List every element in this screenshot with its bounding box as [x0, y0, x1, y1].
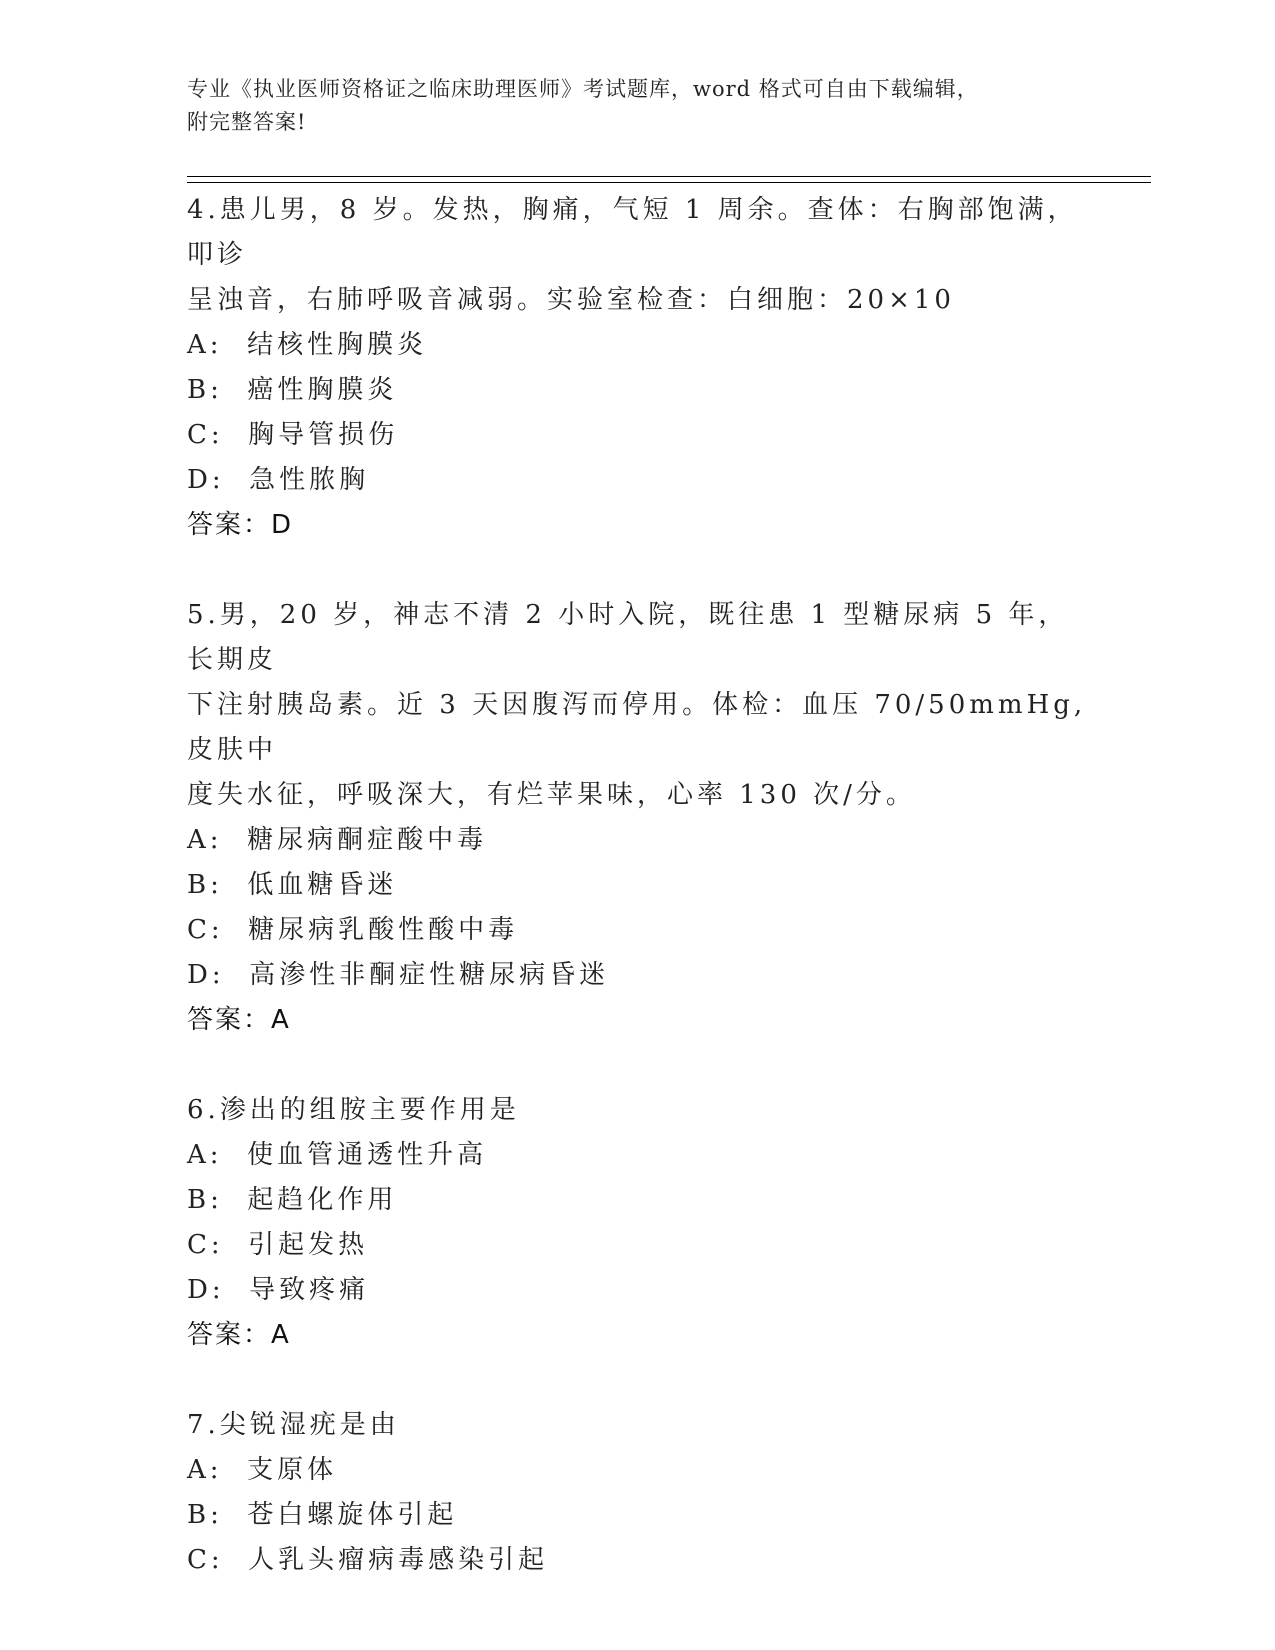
answer-label: 答案：A [187, 1320, 291, 1350]
header-line-2: 附完整答案! [187, 110, 307, 134]
question-stem-line: 5.男，20 岁，神志不清 2 小时入院，既往患 1 型糖尿病 5 年，长期皮 [187, 600, 1069, 675]
option-b: B: 癌性胸膜炎 [187, 375, 398, 405]
option-a: A: 糖尿病酮症酸中毒 [187, 825, 488, 855]
question-stem-line: 4.患儿男，8 岁。发热，胸痛，气短 1 周余。查体：右胸部饱满，叩诊 [187, 195, 1078, 270]
option-b: B: 起趋化作用 [187, 1185, 398, 1215]
option-a: A: 使血管通透性升高 [187, 1140, 488, 1170]
document-header [187, 73, 1067, 139]
question-4 [187, 188, 1087, 548]
option-b: B: 苍白螺旋体引起 [187, 1500, 458, 1530]
question-stem-line: 呈浊音，右肺呼吸音减弱。实验室检查：白细胞：20×10 [187, 285, 955, 315]
question-stem-line: 7.尖锐湿疣是由 [187, 1410, 400, 1440]
option-c: C: 胸导管损伤 [187, 420, 399, 450]
option-d: D: 导致疼痛 [187, 1275, 370, 1305]
question-7 [187, 1403, 1087, 1583]
question-stem-line: 度失水征，呼吸深大，有烂苹果味，心率 130 次/分。 [187, 780, 916, 810]
option-d: D: 急性脓胸 [187, 465, 370, 495]
answer-label: 答案：D [187, 510, 294, 540]
option-b: B: 低血糖昏迷 [187, 870, 398, 900]
option-d: D: 高渗性非酮症性糖尿病昏迷 [187, 960, 610, 990]
option-a: A: 结核性胸膜炎 [187, 330, 428, 360]
answer-label: 答案：A [187, 1005, 291, 1035]
header-line-1: 专业《执业医师资格证之临床助理医师》考试题库，word 格式可自由下载编辑， [187, 77, 979, 101]
header-rule-top [187, 176, 1151, 177]
question-list [187, 188, 1087, 1628]
option-c: C: 引起发热 [187, 1230, 369, 1260]
option-a: A: 支原体 [187, 1455, 338, 1485]
option-c: C: 人乳头瘤病毒感染引起 [187, 1545, 549, 1575]
header-rule-bottom [187, 182, 1151, 183]
question-stem-line: 下注射胰岛素。近 3 天因腹泻而停用。体检：血压 70/50mmHg,皮肤中 [187, 690, 1087, 765]
question-stem-line: 6.渗出的组胺主要作用是 [187, 1095, 520, 1125]
option-c: C: 糖尿病乳酸性酸中毒 [187, 915, 519, 945]
question-5 [187, 593, 1087, 1043]
question-6 [187, 1088, 1087, 1358]
